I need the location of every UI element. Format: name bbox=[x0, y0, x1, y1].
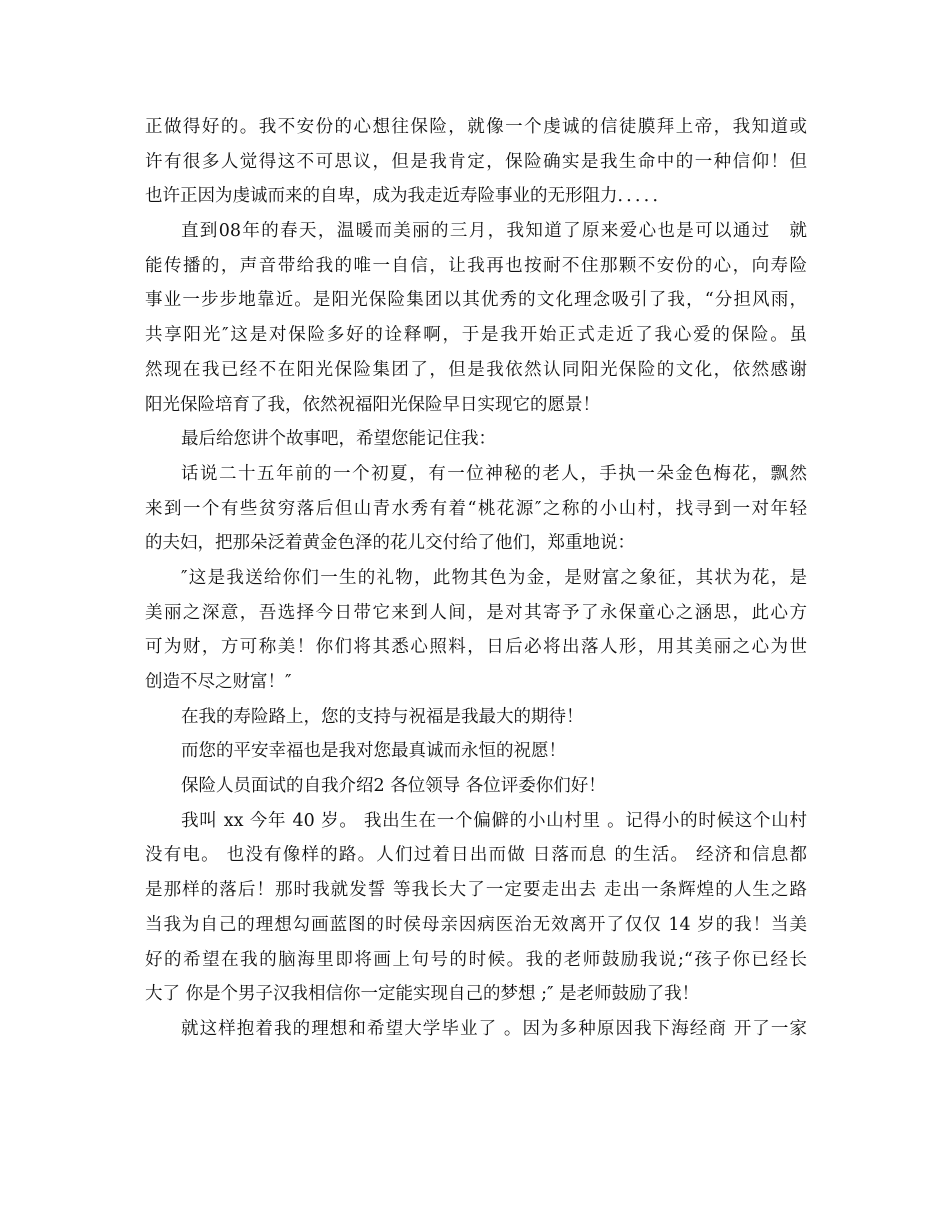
text-line: 可为财，方可称美！你们将其悉心照料，日后必将出落人形，用其美丽之心为世 bbox=[145, 637, 807, 658]
text-line: 在我的寿险路上，您的支持与祝福是我最大的期待！ bbox=[181, 706, 584, 727]
text-line: 当我为自己的理想勾画蓝图的时侯母亲因病医治无效离开了仅仅 14 岁的我！当美 bbox=[145, 914, 807, 935]
text-line: 我叫 xx 今年 40 岁。 我出生在一个偏僻的小山村里 。记得小的时候这个山村 bbox=[181, 810, 807, 831]
text-line: 是那样的落后！那时我就发誓 等我长大了一定要走出去 走出一条辉煌的人生之路 bbox=[145, 880, 807, 901]
text-line: 就这样抱着我的理想和希望大学毕业了 。因为多种原因我下海经商 开了一家 bbox=[181, 1018, 807, 1039]
text-line: 来到一个有些贫穷落后但山青水秀有着“桃花源″之称的小山村，找寻到一对年轻 bbox=[145, 498, 807, 519]
text-line: 而您的平安幸福也是我对您最真诚而永恒的祝愿！ bbox=[181, 741, 566, 762]
text-line: 许有很多人觉得这不可思议，但是我肯定，保险确实是我生命中的一种信仰！但 bbox=[145, 151, 807, 172]
text-line: 也许正因为虔诚而来的自卑，成为我走近寿险事业的无形阻力．．．．． bbox=[145, 186, 670, 207]
text-line: 正做得好的。我不安份的心想往保险，就像一个虔诚的信徒膜拜上帝，我知道或 bbox=[145, 117, 807, 137]
text-line: 创造不尽之财富！″ bbox=[145, 672, 292, 692]
text-line: 事业一步步地靠近。是阳光保险集团以其优秀的文化理念吸引了我，“分担风雨， bbox=[145, 290, 807, 311]
text-line: 好的希望在我的脑海里即将画上句号的时候。我的老师鼓励我说;“孩子你已经长 bbox=[145, 949, 807, 970]
text-line: 最后给您讲个故事吧，希望您能记住我： bbox=[181, 429, 496, 450]
text-line: 阳光保险培育了我，依然祝福阳光保险早日实现它的愿景！ bbox=[145, 394, 600, 415]
text-line: 然现在我已经不在阳光保险集团了，但是我依然认同阳光保险的文化，依然感谢 bbox=[145, 359, 807, 380]
text-line: 能传播的，声音带给我的唯一自信，让我再也按耐不住那颗不安份的心，向寿险 bbox=[145, 255, 807, 276]
section-heading: 保险人员面试的自我介绍2 各位领导 各位评委你们好！ bbox=[181, 776, 606, 797]
text-line: 没有电。 也没有像样的路。人们过着日出而做 日落而息 的生活。 经济和信息都 bbox=[145, 845, 807, 866]
text-line: 话说二十五年前的一个初夏，有一位神秘的老人，手执一朵金色梅花，飘然 bbox=[181, 463, 807, 484]
text-line: 共享阳光″这是对保险多好的诠释啊，于是我开始正式走近了我心爱的保险。虽 bbox=[145, 325, 807, 346]
text-line: 的夫妇，把那朵泛着黄金色泽的花儿交付给了他们，郑重地说： bbox=[145, 533, 635, 554]
text-line: 大了 你是个男子汉我相信你一定能实现自己的梦想 ;″ 是老师鼓励了我！ bbox=[145, 984, 700, 1005]
text-line: 直到08年的春天，温暖而美丽的三月，我知道了原来爱心也是可以通过 就 bbox=[181, 221, 807, 242]
text-line: 美丽之深意，吾选择今日带它来到人间，是对其寄予了永保童心之涵思，此心方 bbox=[145, 602, 807, 623]
document-body bbox=[145, 110, 807, 1047]
text-line: ″这是我送给你们一生的礼物，此物其色为金，是财富之象征，其状为花，是 bbox=[181, 567, 807, 588]
